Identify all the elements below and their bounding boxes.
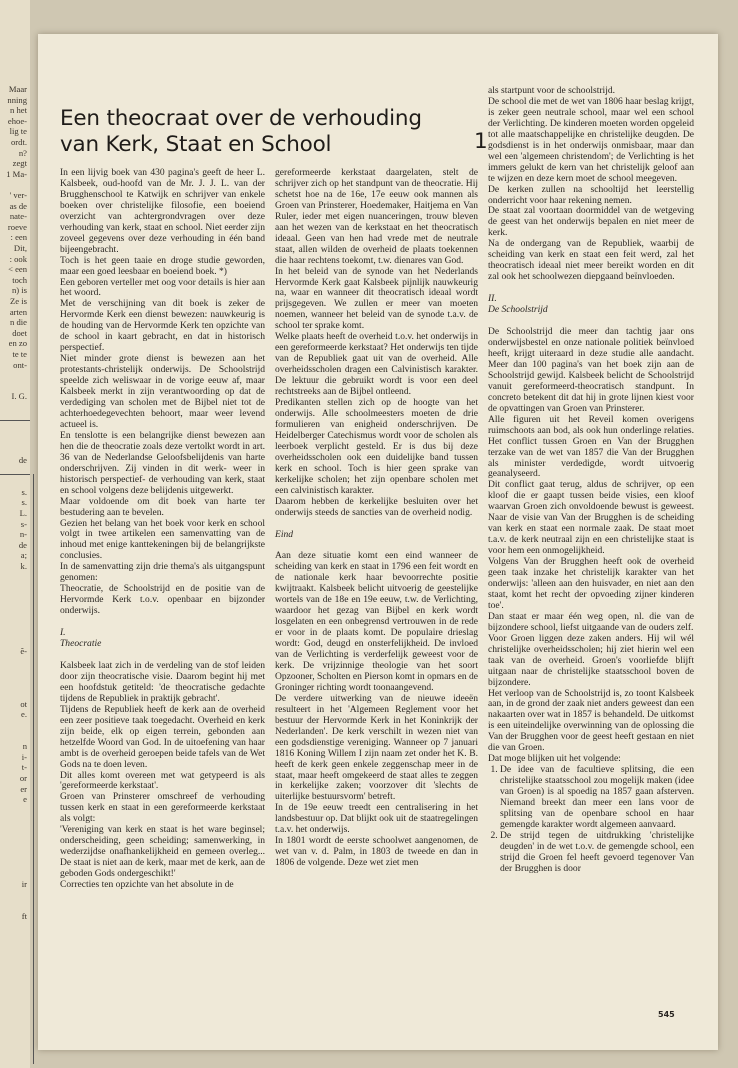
adjacent-page-fragment: i- [21,751,27,762]
adjacent-page-fragment: e. [21,709,27,720]
adjacent-page-fragment: e [23,794,27,805]
paragraph: In een lijvig boek van 430 pagina's geeft de heer L. Kalsbeek, oud-hoofd van de Mr. J. J. L. van der Brugghenschool te Katwijk en schrijver van enkele boeken over christelijke filosofie, een boeiend overzicht van achtergrondvragen over deze verhouding van kerk, staat en school. Niet eerder zijn zoveel gegevens over deze verhouding in één band bijeengebracht. [60,167,265,255]
paragraph: Tijdens de Republiek heeft de kerk aan de overheid een zeer positieve taak toegedacht. Overheid en kerk zijn beide, elk op eigen terrein, gebonden aan hetzelfde Woord van God. In de uitoefening van haar ambt is de overheid geroepen beide tafels van de Wet Gods na te doen leven. [60,703,265,770]
adjacent-page-fragment: toch [12,274,27,285]
column-3-paragraphs-b [488,327,694,765]
adjacent-page-fragment: nning [7,94,27,105]
article-title-line-1: Een theocraat over de verhouding [60,106,422,131]
column-2 [275,168,478,869]
paragraph: Een geboren verteller met oog voor details is hier aan het woord. [60,276,265,299]
adjacent-page-fragment: s. [21,497,27,508]
adjacent-page-fragment: n- [19,529,27,540]
article-title-line-2: van Kerk, Staat en School [60,132,332,157]
adjacent-page-fragment: ot [20,698,27,709]
paragraph: De kerken zullen na schooltijd het leerstellig onderricht voor haar rekening nemen. [488,183,694,206]
column-3 [488,86,694,875]
adjacent-page-fragment: ft [21,910,27,921]
paragraph: In het beleid van de synode van het Nederlands Hervormde Kerk gaat Kalsbeek pijnlijk nauwkeurig na, waar en wanneer dit theocratisch ideaal wordt prijsgegeven. We zullen er meer van moeten noemen, wanneer het beleid van de synode t.a.v. de school ter sprake komt. [275,265,478,332]
paragraph: gereformeerde kerkstaat daargelaten, stelt de schrijver zich op het standpunt van de theocratie. Hij schetst hoe na de 16e, 17e eeuw ook mannen als Groen van Prinsterer, Hoedemaker, Haitjema en Van Ruler, ieder met eigen nuanceringen, trouw bleven aan het wezen van de kerkstaat en het theocratisch ideaal. Geen van hen had vrede met de neutrale staat, allen wilden de overheid de plaats toekennen die haar rechtens toekomt, t.w. dienares van God. [275,167,478,266]
paragraph: Welke plaats heeft de overheid t.o.v. het onderwijs in een gereformeerde kerkstaat? Het onderwijs ten tijde van de Republiek gaat uit van de overheid. Alle overheidsscholen dragen een Calvinistisch karakter. De lektuur die gebruikt wordt is voor een deel rechtstreeks aan de Bijbel ontleend. [275,331,478,398]
paragraph: Gezien het belang van het boek voor kerk en school volgt in twee artikelen een samenvatting van de inhoud met enige kanttekeningen bij de belangrijkste conclusies. [60,517,265,562]
adjacent-page-rule [0,420,30,421]
column-1-paragraphs [60,168,265,617]
article-title [60,106,480,158]
adjacent-page-fragment: en zo [8,338,27,349]
paragraph: In de 19e eeuw treedt een centralisering in het landsbestuur op. Dat blijkt ook uit de staatregelingen t.a.v. het onderwijs. [275,802,478,836]
paragraph: De Schoolstrijd die meer dan tachtig jaar ons onderwijsbestel en onze nationale politiek beïnvloed heeft, krijgt uiteraard in deze studie alle aandacht. Meer dan 100 pagina's van het boek zijn aan de Schoolstrijd gewijd. Kalsbeek belicht de Schoolstrijd vanuit gereformeerd-theocratisch standpunt. In concreto betekent dit dat hij in grote lijnen kiest voor de opvattingen van Groen van Prinsterer. [488,326,694,414]
adjacent-page-fragment: k. [20,561,27,571]
column-2-paragraphs-b [275,551,478,869]
adjacent-page-fragment: te te [12,349,27,359]
column-3-numbered-list [488,765,694,875]
paragraph: Het verloop van de Schoolstrijd is, zo toont Kalsbeek aan, in de grond der zaak niet anders geweest dan een nakaarten over wat in 1857 is behandeld. De uitkomst is een uiteindelijke overwinning van de oplossing die Van der Brugghen voor de geest heeft gestaan en niet die van Groen. [488,687,694,754]
adjacent-page-fragment: 1 Ma- [6,168,27,179]
paragraph: als startpunt voor de schoolstrijd. [488,85,616,96]
paragraph: Maar voldoende om dit boek van harte ter bestudering aan te bevelen. [60,495,265,518]
section-heading-eind: Eind [275,528,294,540]
paragraph: 'Vereniging van kerk en staat is het ware beginsel; onderscheiding, geen scheiding; samenwerking, in wederzijdse onafhankelijkheid en gemeen overleg... De staat is niet aan de kerk, maar met de kerk, aan de geboden Gods ondergeschikt!' [60,824,265,880]
paragraph: Toch is het geen taaie en droge studie geworden, maar een goed leesbaar en boeiend boek. *) [60,254,265,277]
adjacent-page-fragment: : een [10,232,27,243]
adjacent-page-fragment: ẽ- [20,645,27,656]
adjacent-page-fragment: L. [19,508,27,518]
adjacent-page-fragment: as de [9,200,27,211]
adjacent-page-column-rule [33,474,34,1064]
magazine-page [38,34,718,1050]
paragraph: De verdere uitwerking van de nieuwe ideeën resulteert in het 'Algemeen Reglement voor het bestuur der Hervormde Kerk in het Koninkrijk der Nederlanden'. De kerk verschilt in wezen niet van een godsdienstige vereniging. Wanneer op 7 januari 1816 Koning Willem I zijn naam zet onder het K. B. heeft de kerk geen enkele zeggenschap meer in de staat, maar heeft omgekeerd de staat alles te zeggen in kerkelijke zaken; voorzover dit 'slechts de uiterlijke bestuursvorm' betreft. [275,692,478,803]
adjacent-page-fragment: n? [18,147,27,158]
adjacent-page-fragment: Ze is [10,296,27,306]
paragraph: Volgens Van der Brugghen heeft ook de overheid geen taak inzake het christelijk karakter van het onderwijs: 'alleen aan den huisvader, en niet aan den staat, komt het recht der opvoeding zijner kinderen toe'. [488,556,694,611]
paragraph: De school die met de wet van 1806 haar beslag krijgt, is zeker geen neutrale school, maar wel een school der Verlichting. De kinderen moeten worden opgeleid tot alle maatschappelijke en christelijke deugden. De godsdienst is in het onderwijs onmisbaar, maar dan wel een 'algemeen christendom'; de Verlichting is het immers gelukt de kern van het christelijk geloof aan te wijzen en deze kern moet de school meegeven. [488,95,694,184]
column-3-paragraphs [488,86,694,283]
page-number: 545 [658,1010,675,1019]
paragraph: Na de ondergang van de Republiek, waarbij de scheiding van kerk en staat een feit werd, zal het theocratisch ideaal niet meer bereikt worden en dit zal ook het schoolwezen diepgaand beïnvloeden. [488,238,694,283]
section-heading-theocratie: Theocratie [60,638,102,650]
adjacent-page-fragment: er [20,783,27,794]
adjacent-page-fragment: Dit, [13,243,27,253]
adjacent-page-fragment: ir [21,879,27,889]
paragraph: Theocratie, de Schoolstrijd en de positie van de Hervormde Kerk t.o.v. openbaar en bijzonder onderwijs. [60,583,265,617]
section-number-1: I. [60,627,66,639]
adjacent-page-fragment: n het [10,105,27,116]
column-2-paragraphs [275,168,478,519]
adjacent-page-fragment: de [18,539,27,550]
adjacent-page-fragment: de [18,455,27,465]
adjacent-page-fragment: ordt. [11,137,27,147]
column-1 [60,168,265,891]
paragraph: Dan staat er maar één weg open, nl. die van de bijzondere school, liefst uitgaande van de ouders zelf. [488,610,694,633]
paragraph: In de samenvatting zijn drie thema's als uitgangspunt genomen: [60,561,265,584]
adjacent-page-fragment: ont- [13,359,27,370]
adjacent-page-fragment: or [19,773,27,783]
paragraph: De staat zal voortaan doormiddel van de wetgeving de geest van het onderwijs bepalen en niet meer de kerk. [488,205,694,239]
adjacent-page-rule [0,474,30,475]
paragraph: Groen van Prinsterer omschreef de verhouding tussen kerk en staat in een gereformeerde kerkstaat als volgt: [60,791,265,825]
paragraph: Correcties ten opzichte van het absolute in de [60,879,234,891]
paragraph: Kalsbeek laat zich in de verdeling van de stof leiden door zijn theocratische visie. Daarom begint hij met een hoofdstuk getiteld: 'de theocratische gedachte tijdens de Republiek in praktijk gebracht'. [60,659,265,704]
adjacent-page-fragment: : ook [9,253,27,264]
paragraph: In 1801 wordt de eerste schoolwet aangenomen, de wet van v. d. Palm, in 1803 de tweede en dan in 1806 de volgende. Deze wet ziet men [275,835,478,869]
paragraph: Dit conflict gaat terug, aldus de schrijver, op een kloof die er gaapt tussen beide visies, een kloof waarvan Groen zich onvoldoende bewust is geweest. Naar de visie van Van der Brugghen is de scheiding van kerk en staat een normale zaak. De staat moet t.a.v. de kerk neutraal zijn en een christelijke staat is voor hem een onmogelijkheid. [488,479,694,557]
adjacent-page-fragment: < een [8,264,27,275]
adjacent-page-fragment: zegt [12,158,27,169]
paragraph: Met de verschijning van dit boek is zeker de Hervormde Kerk een dienst bewezen: nauwkeurig is de houding van de Hervormde Kerk ten opzichte van de school in kaart gebracht, en dat in historisch perspectief. [60,298,265,354]
adjacent-page-fragment: ' ver- [9,190,27,200]
paragraph: Alle figuren uit het Reveil komen overigens ruimschoots aan bod, als ook hun onderlinge relaties. Het conflict tussen Groen en Van der Brugghen terzake van de wet van 1857 die Van der Brugghen als minister verdedigde, wordt uitvoerig geanalyseerd. [488,413,694,480]
adjacent-page-fragment: n die [10,317,27,328]
paragraph: Voor Groen liggen deze zaken anders. Hij wil wél christelijke overheidsscholen; hij ziet hierin wel een taak van de overheid. Groen's voorliefde blijft uitgaan naar de christelijke staatsschool boven de bijzondere. [488,632,694,688]
adjacent-page-edge [0,0,30,1068]
paragraph: En tenslotte is een belangrijke dienst bewezen aan hen die de theocratie zoals deze vertolkt wordt in art. 36 van de Nederlandse Geloofsbelijdenis van harte onderschrijven. Zij vinden in dit werk- weer in historisch perspectief- de verhouding van kerk, staat en school volgens deze belijdenis uitgewerkt. [60,429,265,496]
adjacent-page-fragment: roeve [7,221,27,232]
section-heading-schoolstrijd: De Schoolstrijd [488,304,548,316]
column-1-paragraphs-b [60,661,265,891]
adjacent-page-fragment: arten [9,306,27,317]
adjacent-page-fragment: t- [21,762,27,773]
adjacent-page-fragment: Maar [8,84,27,94]
paragraph: Aan deze situatie komt een eind wanneer de scheiding van kerk en staat in 1796 een feit wordt en de nationale kerk haar bevoorrechte positie kwijtraakt. Kalsbeek belicht uitvoerig de geestelijke wortels van de 18e en 19e eeuw, t.w. de Verlichting, waardoor het gezag van Bijbel en kerk wordt losgelaten en een onbegrensd vertrouwen in de rede er voor in de plaats komt. De populaire drieslag wordt: God, deugd en onsterfelijkheid. De invloed van de Verlichting is verderfelijk geweest voor de kerk. De vrijzinnige theologie van het soort Opzooner, Scholten en Pierson komt in opmars en de Groninger richting wordt toonaangevend. [275,550,478,693]
paragraph: Niet minder grote dienst is bewezen aan het protestants-christelijk onderwijs. De Schoolstrijd speelde zich weliswaar in de vorige eeuw af, maar Kalsbeek merkt in zijn verantwoording op dat de verdediging van scholen met de Bijbel niet tot de achterhoedegevechten behoort, maar weer levend actueel is. [60,353,265,430]
adjacent-page-fragment: lig te [9,126,27,137]
paragraph: Predikanten stellen zich op de hoogte van het onderwijs. Alle schoolmeesters moeten de drie formulieren van enigheid onderschrijven. De Heidelberger Catechismus wordt voor de scholen als leerboek verplicht gesteld. Er is dus bij deze overheidsscholen ook een duidelijke band tussen kerk en school. Toch is hier geen sprake van kerkelijke scholen; het zijn openbare scholen met een calvinistisch karakter. [275,397,478,496]
list-item: 1. De idee van de facultieve splitsing, die een christelijke staatsschool zou mogelijk maken (idee van Groen) is al spoedig na 1857 gaan afsterven. Niemand breekt dan meer een lans voor de splitsing van de openbare school en haar gemengde karakter wordt algemeen aanvaard. [500,765,694,831]
adjacent-page-fragment: n) is [11,285,27,296]
adjacent-page-fragment: s. [21,486,27,497]
adjacent-page-fragment: ehoe- [7,115,27,126]
list-item: 2. De strijd tegen de uitdrukking 'christelijke deugden' in de wet t.o.v. de gemengde school, een strijd die Groen fel heeft gevoerd tegenover Van der Brugghen is door [500,831,694,875]
adjacent-page-fragment: I. G. [11,391,27,402]
adjacent-page-fragment: n [22,741,27,752]
adjacent-page-fragment: s- [20,518,27,529]
article-part-number: 1 [474,129,488,154]
adjacent-page-fragment: a; [20,550,27,561]
paragraph: Daarom hebben de kerkelijke besluiten over het onderwijs steeds de sancties van de overheid nodig. [275,495,478,518]
paragraph: Dit alles komt overeen met wat getypeerd is als 'gereformeerde kerkstaat'. [60,769,265,792]
adjacent-page-fragment: nate- [9,211,27,222]
paragraph: Dat moge blijken uit het volgende: [488,753,621,765]
adjacent-page-fragment: doet [12,327,27,338]
section-number-2: II. [488,293,497,305]
